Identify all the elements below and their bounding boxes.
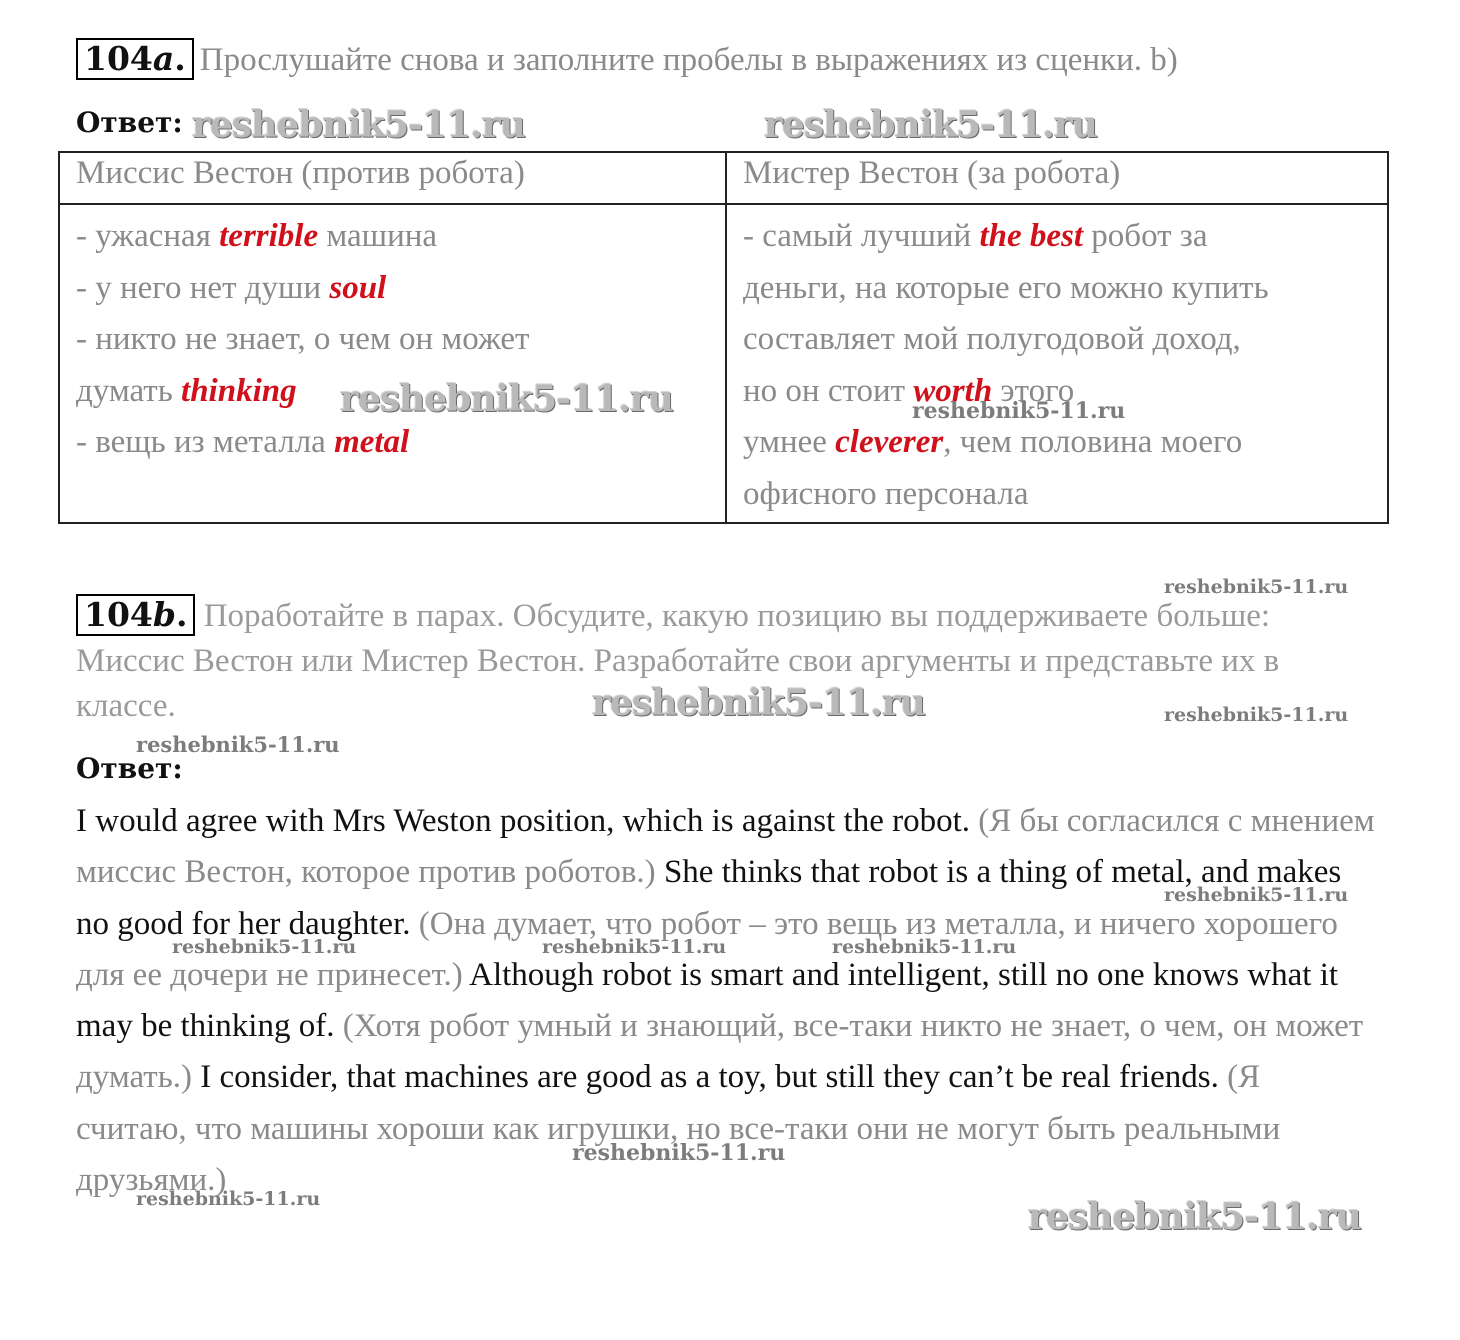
cell-mrs-weston (59, 204, 726, 523)
right-line: составляет мой полугодовой доход, (743, 321, 1241, 357)
watermark: reshebnik5-11.ru (832, 936, 1017, 958)
sentence-en: She thinks that robot is a thing of metal, and makes no good for her daughter. (76, 854, 1342, 942)
watermark: reshebnik5-11.ru (542, 936, 727, 958)
sentence-ru: (Хотя робот умный и знающий, все-таки никто не знает, о чем, он может думать.) (76, 1008, 1364, 1096)
sentence-ru: (Я считаю, что машины хороши как игрушки, но все-таки они не могут быть реальными друзьями.) (76, 1059, 1281, 1199)
task-104b-number: 104b. (76, 594, 195, 636)
watermark: reshebnik5-11.ru (764, 104, 1097, 146)
answer-label-a: Ответ: (76, 106, 183, 139)
sentence-en: I would agree with Mrs Weston position, which is against the robot. (76, 803, 971, 839)
answer-label-b: Ответ: (76, 752, 183, 785)
watermark: reshebnik5-11.ru (136, 1188, 321, 1210)
watermark: reshebnik5-11.ru (1164, 884, 1349, 906)
right-line: умнее cleverer, чем половина моего (743, 424, 1243, 460)
left-line: - никто не знает, о чем он может (76, 321, 530, 357)
cell-mr-weston (726, 204, 1388, 523)
header-mrs-weston: Миссис Вестон (против робота) (59, 152, 726, 204)
left-line: думать thinking (76, 372, 297, 409)
right-line: но он стоит worth этого (743, 372, 1075, 409)
task-104a-instruction: Прослушайте снова и заполните пробелы в выражениях из сценки. b) (199, 42, 1178, 78)
task-104b-instruction: Поработайте в парах. Обсудите, какую позицию вы поддерживаете больше: Миссис Вестон или Мистер Вестон. Разработайте свои аргументы и представьте их в классе. (76, 598, 1280, 724)
watermark: reshebnik5-11.ru (1028, 1196, 1361, 1238)
right-line: - самый лучший the best робот за (743, 218, 1208, 254)
left-line: - у него нет души soul (76, 269, 387, 306)
header-mr-weston: Мистер Вестон (за робота) (726, 152, 1388, 204)
sentence-en: Although robot is smart and intelligent, still no one knows what it may be thinking of. (76, 956, 1339, 1045)
watermark: reshebnik5-11.ru (192, 104, 525, 146)
answer-table (58, 151, 1389, 524)
right-line: офисного персонала (743, 475, 1029, 512)
watermark: reshebnik5-11.ru (912, 398, 1126, 424)
right-line: деньги, на которые его можно купить (743, 269, 1269, 306)
left-line: - вещь из металла metal (76, 424, 410, 460)
sentence-en: I consider, that machines are good as a toy, but still they can’t be real friends. (200, 1059, 1219, 1096)
watermark: reshebnik5-11.ru (1164, 576, 1349, 598)
task-104a-number: 104a. (76, 38, 194, 80)
watermark: reshebnik5-11.ru (340, 378, 673, 420)
watermark: reshebnik5-11.ru (572, 1140, 786, 1166)
sentence-ru: (Она думает, что робот – это вещь из металла, и ничего хорошего для ее дочери не принесет.) (76, 905, 1338, 993)
watermark: reshebnik5-11.ru (136, 732, 340, 757)
watermark: reshebnik5-11.ru (1164, 704, 1349, 726)
left-line: - ужасная terrible машина (76, 218, 438, 254)
sentence-ru: (Я бы согласился с мнением миссис Вестон, которое против роботов.) (76, 803, 1375, 891)
watermark: reshebnik5-11.ru (592, 682, 925, 724)
task-104a-header (76, 38, 1178, 80)
watermark: reshebnik5-11.ru (172, 936, 357, 958)
